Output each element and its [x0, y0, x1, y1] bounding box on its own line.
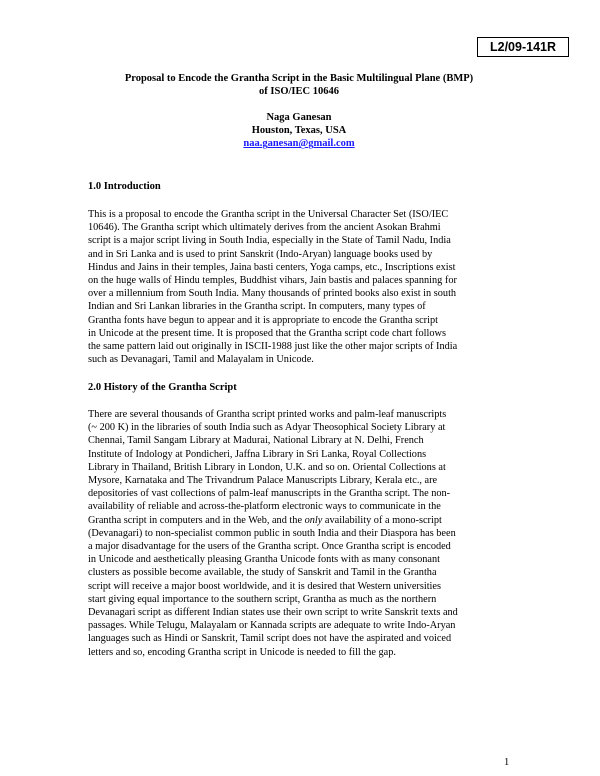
- paragraph-line: (~ 200 K) in the libraries of south India such as Adyar Theosophical Society Library at: [88, 422, 446, 434]
- paragraph-line: passages. While Telugu, Malayalam or Kannada scripts are adequate to write Indo-Aryan: [88, 620, 456, 632]
- paragraph-line: on the huge walls of Hindu temples, Buddhist vihars, Jain bastis and palaces spanning for: [88, 275, 457, 287]
- section-heading-introduction: 1.0 Introduction: [88, 181, 161, 192]
- paragraph-line: Hindus and Jains in their temples, Jaina basti centers, Yoga camps, etc., Inscriptions exist: [88, 261, 456, 273]
- paragraph-line: in Unicode at the present time. It is proposed that the Grantha script code chart follows: [88, 327, 446, 339]
- author-name: Naga Ganesan: [266, 112, 332, 123]
- paragraph-line: There are several thousands of Grantha script printed works and palm-leaf manuscripts: [88, 409, 447, 420]
- paragraph-line: Library in Thailand, British Library in London, U.K. and so on. Oriental Collections at: [88, 461, 446, 473]
- author-block: [160, 111, 438, 151]
- paragraph-line: Mysore, Karnataka and The Trivandrum Palace Manuscripts Library, Kerala etc., are: [88, 475, 438, 487]
- paragraph-line: [88, 514, 528, 527]
- document-reference: L2/09-141R: [477, 37, 569, 57]
- paragraph-line: Indian and Sri Lankan libraries in the Grantha script. In computers, many types of: [88, 301, 426, 313]
- paragraph-line: the same pattern laid out originally in ISCII-1988 just like the other major scripts of India: [88, 341, 458, 353]
- page-number: 1: [504, 757, 510, 768]
- paragraph-line: This is a proposal to encode the Grantha script in the Universal Character Set (ISO/IEC: [88, 209, 449, 220]
- history-paragraph: [88, 408, 528, 659]
- paragraph-line: script will receive a major boost worldwide, and it is desired that Western universities: [88, 580, 441, 592]
- emphasis-only: only: [304, 514, 323, 526]
- paragraph-line: Devanagari script as different Indian states use their own script to write Sanskrit texts and: [88, 607, 458, 619]
- author-location: Houston, Texas, USA: [251, 125, 347, 137]
- paragraph-line: depositories of vast collections of palm-leaf manuscripts in the Grantha script. The non-: [88, 488, 451, 500]
- author-email-link[interactable]: naa.ganesan@gmail.com: [243, 138, 355, 150]
- document-title: [60, 73, 538, 98]
- paragraph-line: Institute of Indology at Pondicheri, Jaffna Library in Sri Lanka, Royal Collections: [88, 448, 427, 460]
- paragraph-line: start giving equal importance to the southern script, Grantha as much as the northern: [88, 593, 437, 605]
- paragraph-line: 10646). The Grantha script which ultimately derives from the ancient Asokan Brahmi: [88, 222, 441, 234]
- section-heading-history: 2.0 History of the Grantha Script: [88, 382, 237, 393]
- paragraph-line: a major disadvantage for the users of the Grantha script. Once Grantha script is encoded: [88, 541, 451, 553]
- title-line-1: Proposal to Encode the Grantha Script in the Basic Multilingual Plane (BMP): [124, 73, 474, 84]
- paragraph-line: languages such as Hindi or Sanskrit, Tamil script does not have the aspirated and voiced: [88, 633, 452, 645]
- title-line-2: of ISO/IEC 10646: [259, 85, 339, 97]
- paragraph-line: availability of reliable and across-the-platform electronic ways to communicate in the: [88, 501, 441, 513]
- paragraph-line: and in Sri Lanka and is used to print Sanskrit (Indo-Aryan) language books used by: [88, 248, 433, 260]
- paragraph-line: clusters as possible become available, the study of Sanskrit and Tamil in the Grantha: [88, 567, 437, 579]
- paragraph-line: in Unicode and aesthetically pleasing Grantha Unicode fonts with as many consonant: [88, 554, 440, 566]
- line-text: Grantha script in computers and in the Web, and the: [88, 514, 303, 526]
- line-text: availability of a mono-script: [324, 514, 442, 526]
- paragraph-line: over a millennium from South India. Many thousands of printed books also exist in south: [88, 288, 457, 300]
- paragraph-line: Chennai, Tamil Sangam Library at Madurai, National Library at N. Delhi, French: [88, 435, 424, 447]
- paragraph-line: letters and so, encoding Grantha script in Unicode is needed to fill the gap.: [88, 646, 396, 658]
- paragraph-line: script is a major script living in South India, especially in the State of Tamil Nadu, India: [88, 235, 451, 247]
- introduction-paragraph: [88, 208, 528, 366]
- paragraph-line: Grantha fonts have begun to appear and it is appropriate to encode the Grantha script: [88, 314, 438, 326]
- paragraph-line: (Devanagari) to non-specialist common public in south India and their Diaspora has been: [88, 527, 456, 539]
- paragraph-line: such as Devanagari, Tamil and Malayalam in Unicode.: [88, 354, 314, 366]
